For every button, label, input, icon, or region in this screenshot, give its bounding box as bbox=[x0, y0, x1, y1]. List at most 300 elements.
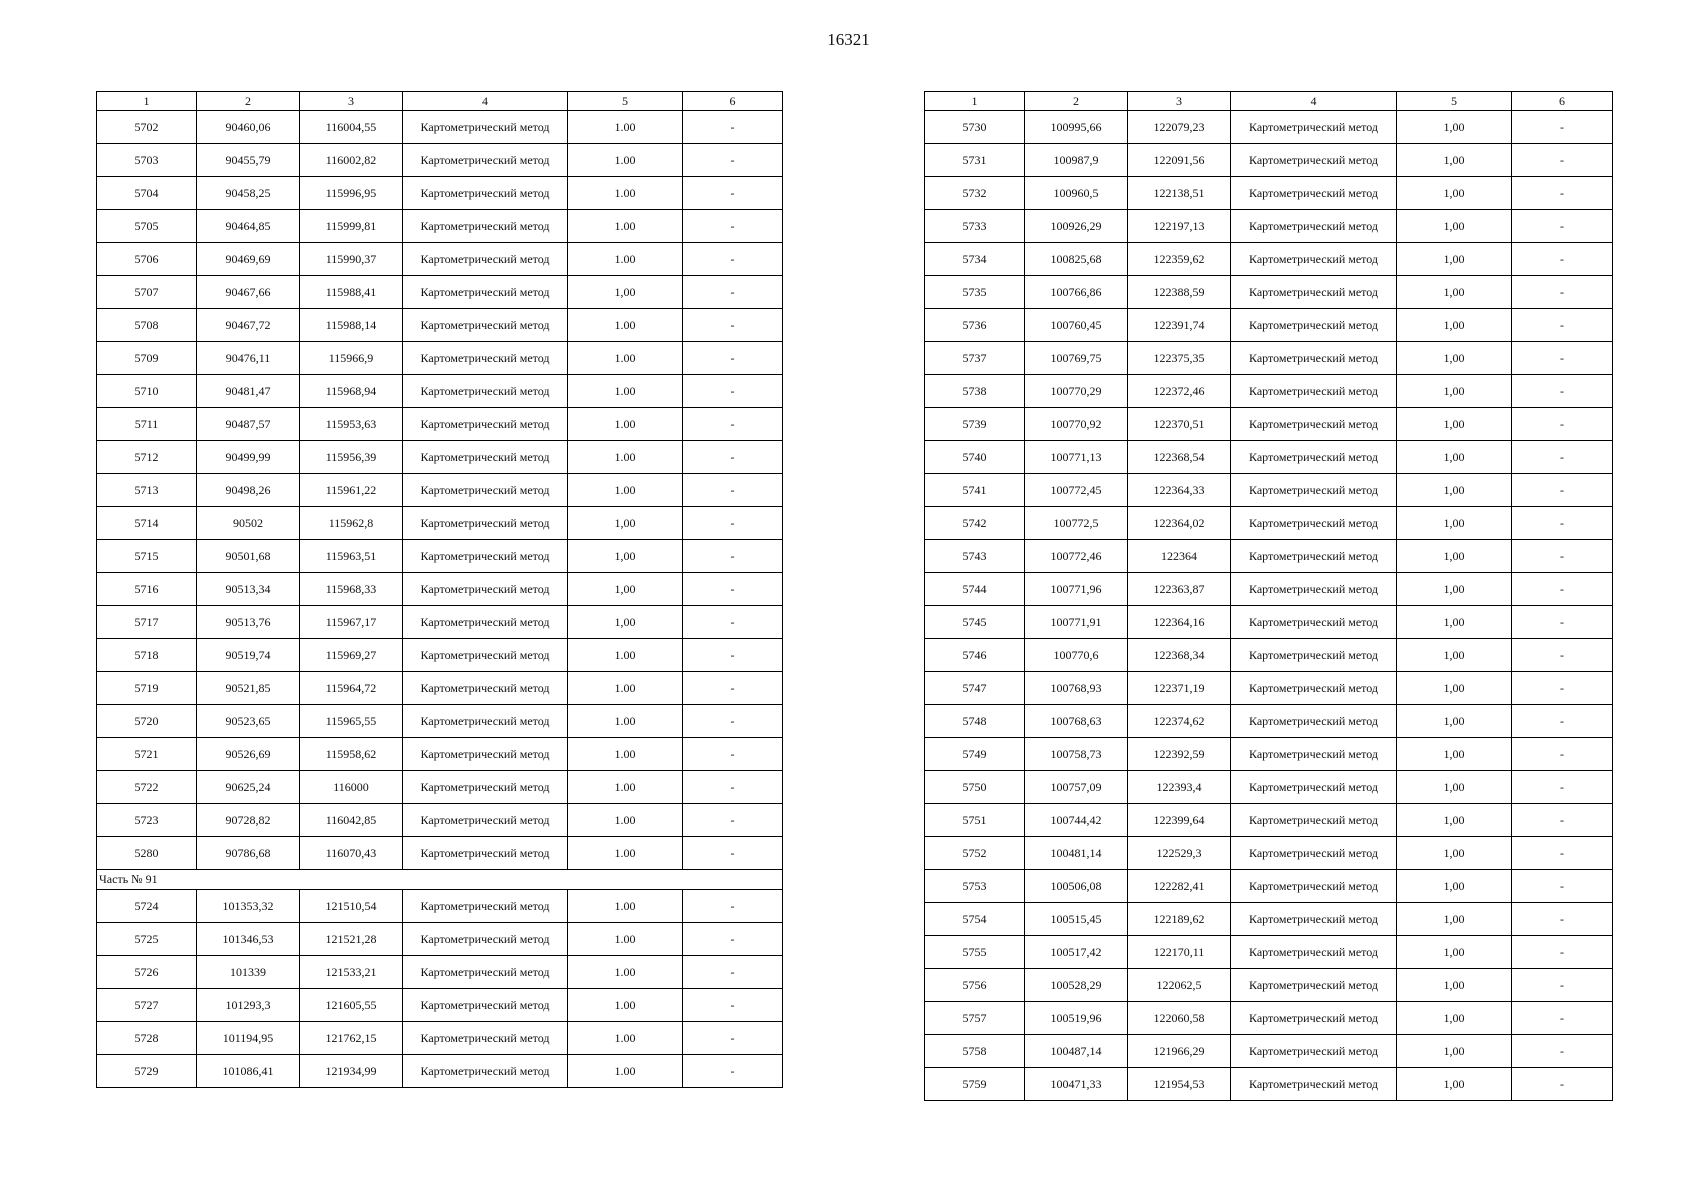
point-number-cell: 5712 bbox=[97, 441, 197, 474]
y-coordinate-cell: 122392,59 bbox=[1128, 738, 1231, 771]
method-cell: Картометрический метод bbox=[403, 408, 568, 441]
point-number-cell: 5738 bbox=[925, 375, 1025, 408]
x-coordinate-cell: 90786,68 bbox=[197, 837, 300, 870]
x-coordinate-cell: 90498,26 bbox=[197, 474, 300, 507]
method-cell: Картометрический метод bbox=[403, 111, 568, 144]
note-cell: - bbox=[1512, 1068, 1613, 1101]
point-number-cell: 5706 bbox=[97, 243, 197, 276]
note-cell: - bbox=[683, 837, 783, 870]
y-coordinate-cell: 122399,64 bbox=[1128, 804, 1231, 837]
point-number-cell: 5754 bbox=[925, 903, 1025, 936]
x-coordinate-cell: 100772,45 bbox=[1025, 474, 1128, 507]
table-row bbox=[97, 243, 783, 276]
y-coordinate-cell: 122091,56 bbox=[1128, 144, 1231, 177]
point-number-cell: 5731 bbox=[925, 144, 1025, 177]
table-row bbox=[97, 1022, 783, 1055]
accuracy-cell: 1,00 bbox=[568, 573, 683, 606]
table-row bbox=[97, 705, 783, 738]
table-row bbox=[97, 507, 783, 540]
x-coordinate-cell: 100758,73 bbox=[1025, 738, 1128, 771]
accuracy-cell: 1.00 bbox=[568, 639, 683, 672]
table-row bbox=[97, 837, 783, 870]
point-number-cell: 5717 bbox=[97, 606, 197, 639]
table-row bbox=[925, 606, 1613, 639]
table-row bbox=[925, 408, 1613, 441]
note-cell: - bbox=[683, 771, 783, 804]
y-coordinate-cell: 115953,63 bbox=[300, 408, 403, 441]
accuracy-cell: 1,00 bbox=[1397, 1035, 1512, 1068]
method-cell: Картометрический метод bbox=[403, 210, 568, 243]
table-row bbox=[97, 474, 783, 507]
y-coordinate-cell: 115969,27 bbox=[300, 639, 403, 672]
point-number-cell: 5726 bbox=[97, 956, 197, 989]
method-cell: Картометрический метод bbox=[1231, 837, 1397, 870]
method-cell: Картометрический метод bbox=[1231, 243, 1397, 276]
point-number-cell: 5725 bbox=[97, 923, 197, 956]
table-row bbox=[925, 210, 1613, 243]
table-row bbox=[925, 639, 1613, 672]
note-cell: - bbox=[1512, 111, 1613, 144]
method-cell: Картометрический метод bbox=[403, 375, 568, 408]
method-cell: Картометрический метод bbox=[403, 989, 568, 1022]
accuracy-cell: 1.00 bbox=[568, 705, 683, 738]
method-cell: Картометрический метод bbox=[403, 639, 568, 672]
column-header-4: 4 bbox=[403, 92, 568, 111]
note-cell: - bbox=[1512, 342, 1613, 375]
accuracy-cell: 1,00 bbox=[1397, 540, 1512, 573]
method-cell: Картометрический метод bbox=[1231, 1068, 1397, 1101]
y-coordinate-cell: 122138,51 bbox=[1128, 177, 1231, 210]
point-number-cell: 5714 bbox=[97, 507, 197, 540]
x-coordinate-cell: 100770,92 bbox=[1025, 408, 1128, 441]
method-cell: Картометрический метод bbox=[1231, 903, 1397, 936]
column-header-3: 3 bbox=[300, 92, 403, 111]
table-row bbox=[925, 276, 1613, 309]
accuracy-cell: 1,00 bbox=[1397, 276, 1512, 309]
point-number-cell: 5747 bbox=[925, 672, 1025, 705]
x-coordinate-cell: 90513,76 bbox=[197, 606, 300, 639]
point-number-cell: 5718 bbox=[97, 639, 197, 672]
y-coordinate-cell: 116000 bbox=[300, 771, 403, 804]
accuracy-cell: 1.00 bbox=[568, 375, 683, 408]
note-cell: - bbox=[1512, 210, 1613, 243]
table-row bbox=[925, 837, 1613, 870]
method-cell: Картометрический метод bbox=[403, 441, 568, 474]
point-number-cell: 5730 bbox=[925, 111, 1025, 144]
table-row bbox=[97, 375, 783, 408]
point-number-cell: 5759 bbox=[925, 1068, 1025, 1101]
y-coordinate-cell: 122368,54 bbox=[1128, 441, 1231, 474]
accuracy-cell: 1.00 bbox=[568, 111, 683, 144]
accuracy-cell: 1,00 bbox=[1397, 408, 1512, 441]
x-coordinate-cell: 100487,14 bbox=[1025, 1035, 1128, 1068]
table-row bbox=[925, 144, 1613, 177]
note-cell: - bbox=[1512, 144, 1613, 177]
y-coordinate-cell: 122374,62 bbox=[1128, 705, 1231, 738]
y-coordinate-cell: 122079,23 bbox=[1128, 111, 1231, 144]
accuracy-cell: 1,00 bbox=[1397, 804, 1512, 837]
y-coordinate-cell: 116002,82 bbox=[300, 144, 403, 177]
method-cell: Картометрический метод bbox=[1231, 540, 1397, 573]
note-cell: - bbox=[683, 111, 783, 144]
accuracy-cell: 1,00 bbox=[568, 540, 683, 573]
table-row bbox=[97, 573, 783, 606]
table-row bbox=[925, 804, 1613, 837]
note-cell: - bbox=[683, 210, 783, 243]
y-coordinate-cell: 122364,02 bbox=[1128, 507, 1231, 540]
method-cell: Картометрический метод bbox=[403, 1022, 568, 1055]
note-cell: - bbox=[1512, 1002, 1613, 1035]
note-cell: - bbox=[1512, 738, 1613, 771]
table-row bbox=[97, 309, 783, 342]
point-number-cell: 5736 bbox=[925, 309, 1025, 342]
method-cell: Картометрический метод bbox=[403, 507, 568, 540]
coordinates-table-right bbox=[924, 91, 1613, 1101]
x-coordinate-cell: 100770,29 bbox=[1025, 375, 1128, 408]
note-cell: - bbox=[683, 177, 783, 210]
table-row bbox=[97, 804, 783, 837]
column-header-6: 6 bbox=[1512, 92, 1613, 111]
accuracy-cell: 1,00 bbox=[1397, 243, 1512, 276]
accuracy-cell: 1,00 bbox=[568, 507, 683, 540]
note-cell: - bbox=[1512, 837, 1613, 870]
y-coordinate-cell: 122062,5 bbox=[1128, 969, 1231, 1002]
y-coordinate-cell: 122359,62 bbox=[1128, 243, 1231, 276]
y-coordinate-cell: 121510,54 bbox=[300, 890, 403, 923]
point-number-cell: 5733 bbox=[925, 210, 1025, 243]
method-cell: Картометрический метод bbox=[403, 804, 568, 837]
x-coordinate-cell: 90728,82 bbox=[197, 804, 300, 837]
method-cell: Картометрический метод bbox=[1231, 639, 1397, 672]
x-coordinate-cell: 90523,65 bbox=[197, 705, 300, 738]
accuracy-cell: 1,00 bbox=[568, 606, 683, 639]
method-cell: Картометрический метод bbox=[403, 956, 568, 989]
x-coordinate-cell: 100481,14 bbox=[1025, 837, 1128, 870]
method-cell: Картометрический метод bbox=[1231, 408, 1397, 441]
x-coordinate-cell: 101339 bbox=[197, 956, 300, 989]
note-cell: - bbox=[1512, 771, 1613, 804]
y-coordinate-cell: 115961,22 bbox=[300, 474, 403, 507]
table-row bbox=[925, 672, 1613, 705]
x-coordinate-cell: 100960,5 bbox=[1025, 177, 1128, 210]
point-number-cell: 5727 bbox=[97, 989, 197, 1022]
method-cell: Картометрический метод bbox=[1231, 936, 1397, 969]
y-coordinate-cell: 115967,17 bbox=[300, 606, 403, 639]
accuracy-cell: 1,00 bbox=[1397, 177, 1512, 210]
accuracy-cell: 1,00 bbox=[1397, 606, 1512, 639]
accuracy-cell: 1,00 bbox=[1397, 837, 1512, 870]
method-cell: Картометрический метод bbox=[403, 342, 568, 375]
table-row bbox=[97, 923, 783, 956]
point-number-cell: 5750 bbox=[925, 771, 1025, 804]
point-number-cell: 5757 bbox=[925, 1002, 1025, 1035]
note-cell: - bbox=[683, 956, 783, 989]
column-header-1: 1 bbox=[925, 92, 1025, 111]
method-cell: Картометрический метод bbox=[1231, 507, 1397, 540]
method-cell: Картометрический метод bbox=[403, 923, 568, 956]
x-coordinate-cell: 100769,75 bbox=[1025, 342, 1128, 375]
table-row bbox=[97, 606, 783, 639]
point-number-cell: 5746 bbox=[925, 639, 1025, 672]
note-cell: - bbox=[683, 276, 783, 309]
table-row bbox=[925, 474, 1613, 507]
x-coordinate-cell: 100766,86 bbox=[1025, 276, 1128, 309]
note-cell: - bbox=[1512, 408, 1613, 441]
accuracy-cell: 1.00 bbox=[568, 890, 683, 923]
accuracy-cell: 1,00 bbox=[1397, 210, 1512, 243]
accuracy-cell: 1.00 bbox=[568, 738, 683, 771]
table-row bbox=[97, 540, 783, 573]
note-cell: - bbox=[683, 507, 783, 540]
x-coordinate-cell: 100987,9 bbox=[1025, 144, 1128, 177]
y-coordinate-cell: 115956,39 bbox=[300, 441, 403, 474]
y-coordinate-cell: 115963,51 bbox=[300, 540, 403, 573]
method-cell: Картометрический метод bbox=[403, 144, 568, 177]
note-cell: - bbox=[1512, 276, 1613, 309]
note-cell: - bbox=[1512, 375, 1613, 408]
x-coordinate-cell: 100825,68 bbox=[1025, 243, 1128, 276]
x-coordinate-cell: 100926,29 bbox=[1025, 210, 1128, 243]
coordinates-table-left bbox=[96, 91, 783, 1088]
x-coordinate-cell: 90521,85 bbox=[197, 672, 300, 705]
point-number-cell: 5710 bbox=[97, 375, 197, 408]
point-number-cell: 5280 bbox=[97, 837, 197, 870]
point-number-cell: 5737 bbox=[925, 342, 1025, 375]
column-header-2: 2 bbox=[1025, 92, 1128, 111]
method-cell: Картометрический метод bbox=[1231, 738, 1397, 771]
accuracy-cell: 1,00 bbox=[1397, 441, 1512, 474]
accuracy-cell: 1,00 bbox=[1397, 375, 1512, 408]
x-coordinate-cell: 100517,42 bbox=[1025, 936, 1128, 969]
note-cell: - bbox=[683, 989, 783, 1022]
point-number-cell: 5709 bbox=[97, 342, 197, 375]
method-cell: Картометрический метод bbox=[403, 606, 568, 639]
table-row bbox=[925, 1002, 1613, 1035]
y-coordinate-cell: 121762,15 bbox=[300, 1022, 403, 1055]
accuracy-cell: 1,00 bbox=[1397, 1002, 1512, 1035]
section-label: Часть № 91 bbox=[97, 870, 783, 890]
page-number: 16321 bbox=[827, 30, 870, 49]
y-coordinate-cell: 122197,13 bbox=[1128, 210, 1231, 243]
point-number-cell: 5744 bbox=[925, 573, 1025, 606]
point-number-cell: 5713 bbox=[97, 474, 197, 507]
note-cell: - bbox=[1512, 804, 1613, 837]
y-coordinate-cell: 121533,21 bbox=[300, 956, 403, 989]
column-header-5: 5 bbox=[568, 92, 683, 111]
table-row bbox=[925, 177, 1613, 210]
note-cell: - bbox=[683, 804, 783, 837]
table-row bbox=[925, 969, 1613, 1002]
x-coordinate-cell: 100528,29 bbox=[1025, 969, 1128, 1002]
table-row bbox=[925, 1068, 1613, 1101]
point-number-cell: 5703 bbox=[97, 144, 197, 177]
accuracy-cell: 1,00 bbox=[1397, 144, 1512, 177]
x-coordinate-cell: 90519,74 bbox=[197, 639, 300, 672]
accuracy-cell: 1,00 bbox=[1397, 639, 1512, 672]
y-coordinate-cell: 115966,9 bbox=[300, 342, 403, 375]
method-cell: Картометрический метод bbox=[1231, 375, 1397, 408]
table-row bbox=[925, 936, 1613, 969]
point-number-cell: 5729 bbox=[97, 1055, 197, 1088]
point-number-cell: 5720 bbox=[97, 705, 197, 738]
method-cell: Картометрический метод bbox=[1231, 111, 1397, 144]
x-coordinate-cell: 100744,42 bbox=[1025, 804, 1128, 837]
accuracy-cell: 1.00 bbox=[568, 804, 683, 837]
point-number-cell: 5728 bbox=[97, 1022, 197, 1055]
y-coordinate-cell: 122060,58 bbox=[1128, 1002, 1231, 1035]
note-cell: - bbox=[683, 705, 783, 738]
accuracy-cell: 1.00 bbox=[568, 672, 683, 705]
point-number-cell: 5707 bbox=[97, 276, 197, 309]
method-cell: Картометрический метод bbox=[1231, 705, 1397, 738]
note-cell: - bbox=[683, 540, 783, 573]
note-cell: - bbox=[1512, 573, 1613, 606]
x-coordinate-cell: 100771,96 bbox=[1025, 573, 1128, 606]
method-cell: Картометрический метод bbox=[1231, 441, 1397, 474]
table-row bbox=[925, 342, 1613, 375]
note-cell: - bbox=[1512, 309, 1613, 342]
accuracy-cell: 1.00 bbox=[568, 309, 683, 342]
point-number-cell: 5708 bbox=[97, 309, 197, 342]
method-cell: Картометрический метод bbox=[1231, 474, 1397, 507]
point-number-cell: 5758 bbox=[925, 1035, 1025, 1068]
accuracy-cell: 1,00 bbox=[1397, 111, 1512, 144]
method-cell: Картометрический метод bbox=[1231, 144, 1397, 177]
accuracy-cell: 1.00 bbox=[568, 243, 683, 276]
column-header-1: 1 bbox=[97, 92, 197, 111]
header-row bbox=[925, 92, 1613, 111]
note-cell: - bbox=[683, 408, 783, 441]
accuracy-cell: 1,00 bbox=[1397, 903, 1512, 936]
x-coordinate-cell: 90467,66 bbox=[197, 276, 300, 309]
method-cell: Картометрический метод bbox=[403, 309, 568, 342]
accuracy-cell: 1.00 bbox=[568, 408, 683, 441]
method-cell: Картометрический метод bbox=[403, 705, 568, 738]
x-coordinate-cell: 90458,25 bbox=[197, 177, 300, 210]
x-coordinate-cell: 90487,57 bbox=[197, 408, 300, 441]
y-coordinate-cell: 115958,62 bbox=[300, 738, 403, 771]
table-row bbox=[925, 573, 1613, 606]
note-cell: - bbox=[683, 890, 783, 923]
point-number-cell: 5711 bbox=[97, 408, 197, 441]
column-header-5: 5 bbox=[1397, 92, 1512, 111]
method-cell: Картометрический метод bbox=[403, 738, 568, 771]
point-number-cell: 5749 bbox=[925, 738, 1025, 771]
note-cell: - bbox=[1512, 705, 1613, 738]
note-cell: - bbox=[683, 342, 783, 375]
method-cell: Картометрический метод bbox=[403, 771, 568, 804]
method-cell: Картометрический метод bbox=[403, 177, 568, 210]
note-cell: - bbox=[683, 441, 783, 474]
y-coordinate-cell: 122371,19 bbox=[1128, 672, 1231, 705]
note-cell: - bbox=[1512, 474, 1613, 507]
method-cell: Картометрический метод bbox=[1231, 342, 1397, 375]
method-cell: Картометрический метод bbox=[1231, 573, 1397, 606]
method-cell: Картометрический метод bbox=[1231, 309, 1397, 342]
x-coordinate-cell: 90502 bbox=[197, 507, 300, 540]
table-row bbox=[925, 705, 1613, 738]
table-row bbox=[925, 1035, 1613, 1068]
method-cell: Картометрический метод bbox=[403, 540, 568, 573]
y-coordinate-cell: 122189,62 bbox=[1128, 903, 1231, 936]
point-number-cell: 5702 bbox=[97, 111, 197, 144]
y-coordinate-cell: 122364,16 bbox=[1128, 606, 1231, 639]
note-cell: - bbox=[683, 573, 783, 606]
x-coordinate-cell: 90481,47 bbox=[197, 375, 300, 408]
point-number-cell: 5715 bbox=[97, 540, 197, 573]
x-coordinate-cell: 100770,6 bbox=[1025, 639, 1128, 672]
y-coordinate-cell: 115990,37 bbox=[300, 243, 403, 276]
accuracy-cell: 1,00 bbox=[1397, 738, 1512, 771]
y-coordinate-cell: 115965,55 bbox=[300, 705, 403, 738]
column-header-3: 3 bbox=[1128, 92, 1231, 111]
y-coordinate-cell: 115988,14 bbox=[300, 309, 403, 342]
accuracy-cell: 1,00 bbox=[1397, 342, 1512, 375]
method-cell: Картометрический метод bbox=[1231, 276, 1397, 309]
point-number-cell: 5740 bbox=[925, 441, 1025, 474]
x-coordinate-cell: 90464,85 bbox=[197, 210, 300, 243]
y-coordinate-cell: 121521,28 bbox=[300, 923, 403, 956]
table-row bbox=[97, 890, 783, 923]
y-coordinate-cell: 115996,95 bbox=[300, 177, 403, 210]
point-number-cell: 5743 bbox=[925, 540, 1025, 573]
method-cell: Картометрический метод bbox=[403, 276, 568, 309]
point-number-cell: 5753 bbox=[925, 870, 1025, 903]
table-row bbox=[97, 672, 783, 705]
point-number-cell: 5719 bbox=[97, 672, 197, 705]
note-cell: - bbox=[683, 639, 783, 672]
note-cell: - bbox=[683, 1022, 783, 1055]
table-row bbox=[925, 903, 1613, 936]
x-coordinate-cell: 100760,45 bbox=[1025, 309, 1128, 342]
table-row bbox=[925, 111, 1613, 144]
method-cell: Картометрический метод bbox=[403, 672, 568, 705]
method-cell: Картометрический метод bbox=[403, 573, 568, 606]
note-cell: - bbox=[1512, 441, 1613, 474]
y-coordinate-cell: 122375,35 bbox=[1128, 342, 1231, 375]
x-coordinate-cell: 90469,69 bbox=[197, 243, 300, 276]
x-coordinate-cell: 90460,06 bbox=[197, 111, 300, 144]
y-coordinate-cell: 122364 bbox=[1128, 540, 1231, 573]
point-number-cell: 5734 bbox=[925, 243, 1025, 276]
accuracy-cell: 1,00 bbox=[1397, 936, 1512, 969]
table-row bbox=[97, 441, 783, 474]
accuracy-cell: 1.00 bbox=[568, 144, 683, 177]
accuracy-cell: 1.00 bbox=[568, 441, 683, 474]
point-number-cell: 5748 bbox=[925, 705, 1025, 738]
method-cell: Картометрический метод bbox=[403, 837, 568, 870]
note-cell: - bbox=[683, 144, 783, 177]
method-cell: Картометрический метод bbox=[1231, 672, 1397, 705]
y-coordinate-cell: 116004,55 bbox=[300, 111, 403, 144]
point-number-cell: 5735 bbox=[925, 276, 1025, 309]
x-coordinate-cell: 90455,79 bbox=[197, 144, 300, 177]
note-cell: - bbox=[683, 606, 783, 639]
point-number-cell: 5755 bbox=[925, 936, 1025, 969]
point-number-cell: 5752 bbox=[925, 837, 1025, 870]
point-number-cell: 5716 bbox=[97, 573, 197, 606]
y-coordinate-cell: 115968,33 bbox=[300, 573, 403, 606]
table-row bbox=[925, 441, 1613, 474]
method-cell: Картометрический метод bbox=[403, 1055, 568, 1088]
accuracy-cell: 1,00 bbox=[1397, 1068, 1512, 1101]
method-cell: Картометрический метод bbox=[1231, 870, 1397, 903]
note-cell: - bbox=[1512, 507, 1613, 540]
note-cell: - bbox=[1512, 177, 1613, 210]
x-coordinate-cell: 100771,91 bbox=[1025, 606, 1128, 639]
point-number-cell: 5705 bbox=[97, 210, 197, 243]
note-cell: - bbox=[683, 375, 783, 408]
